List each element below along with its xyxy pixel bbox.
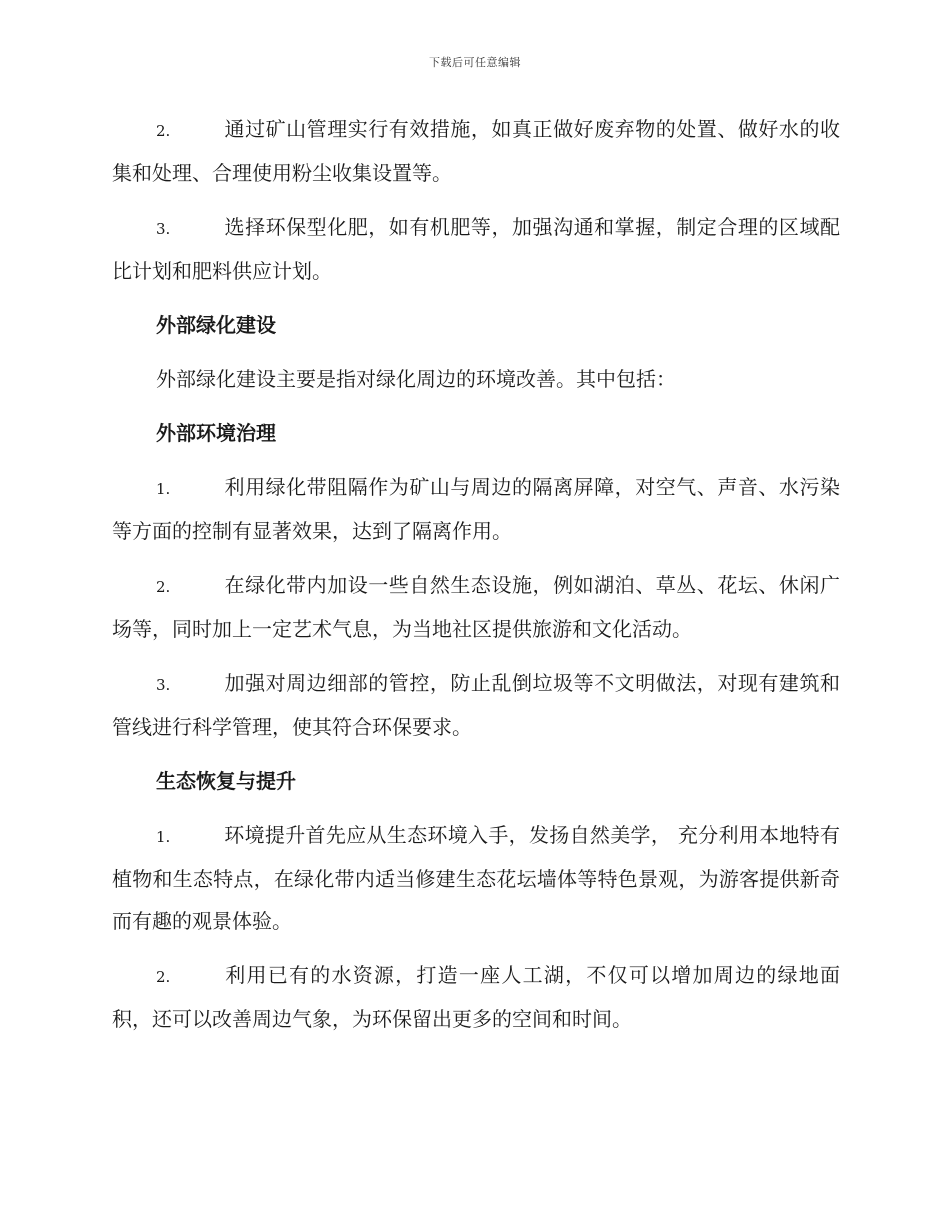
list-item-text: 通过矿山管理实行有效措施，如真正做好废弃物的处置、做好水的收集和处理、合理使用粉尘收集设置等。 (112, 117, 840, 185)
page-header: 下载后可任意编辑 (429, 56, 521, 69)
section-heading-environment-governance: 外部环境治理 (156, 421, 276, 445)
list-item-green-belt-barrier (112, 466, 840, 552)
list-item-text: 在绿化带内加设一些自然生态设施，例如湖泊、草丛、花坛、休闲广场等，同时加上一定艺术气息，为当地社区提供旅游和文化活动。 (112, 573, 840, 641)
intro-paragraph: 外部绿化建设主要是指对绿化周边的环境改善。其中包括： (156, 367, 676, 391)
section-heading-ecological-restoration: 生态恢复与提升 (156, 769, 296, 793)
list-item-text: 利用绿化带阻隔作为矿山与周边的隔离屏障，对空气、声音、水污染等方面的控制有显著效果，达到了隔离作用。 (112, 475, 840, 543)
list-item-text: 利用已有的水资源，打造一座人工湖，不仅可以增加周边的绿地面积，还可以改善周边气象，为环保留出更多的空间和时间。 (112, 963, 840, 1031)
list-number: 3. (156, 220, 171, 238)
list-number: 2. (156, 968, 171, 986)
section-heading-external-greening: 外部绿化建设 (156, 313, 276, 337)
document-body (112, 108, 840, 1052)
list-item-text: 加强对周边细部的管控，防止乱倒垃圾等不文明做法，对现有建筑和管线进行科学管理，使其符合环保要求。 (112, 671, 840, 739)
list-number: 1. (156, 828, 171, 846)
list-item-ecological-facilities (112, 564, 840, 650)
list-number: 2. (156, 122, 171, 140)
list-number: 1. (156, 480, 171, 498)
list-item-text: 环境提升首先应从生态环境入手，发扬自然美学， 充分利用本地特有植物和生态特点，在绿化带内适当修建生态花坛墙体等特色景观，为游客提供新奇而有趣的观景体验。 (112, 823, 840, 933)
list-item-natural-aesthetics (112, 814, 840, 942)
list-item-mine-management (112, 108, 840, 194)
list-number: 3. (156, 676, 171, 694)
list-item-artificial-lake (112, 954, 840, 1040)
list-item-text: 选择环保型化肥，如有机肥等，加强沟通和掌握，制定合理的区域配比计划和肥料供应计划。 (112, 215, 840, 283)
list-number: 2. (156, 578, 171, 596)
list-item-eco-fertilizer (112, 206, 840, 292)
list-item-detail-control (112, 662, 840, 748)
